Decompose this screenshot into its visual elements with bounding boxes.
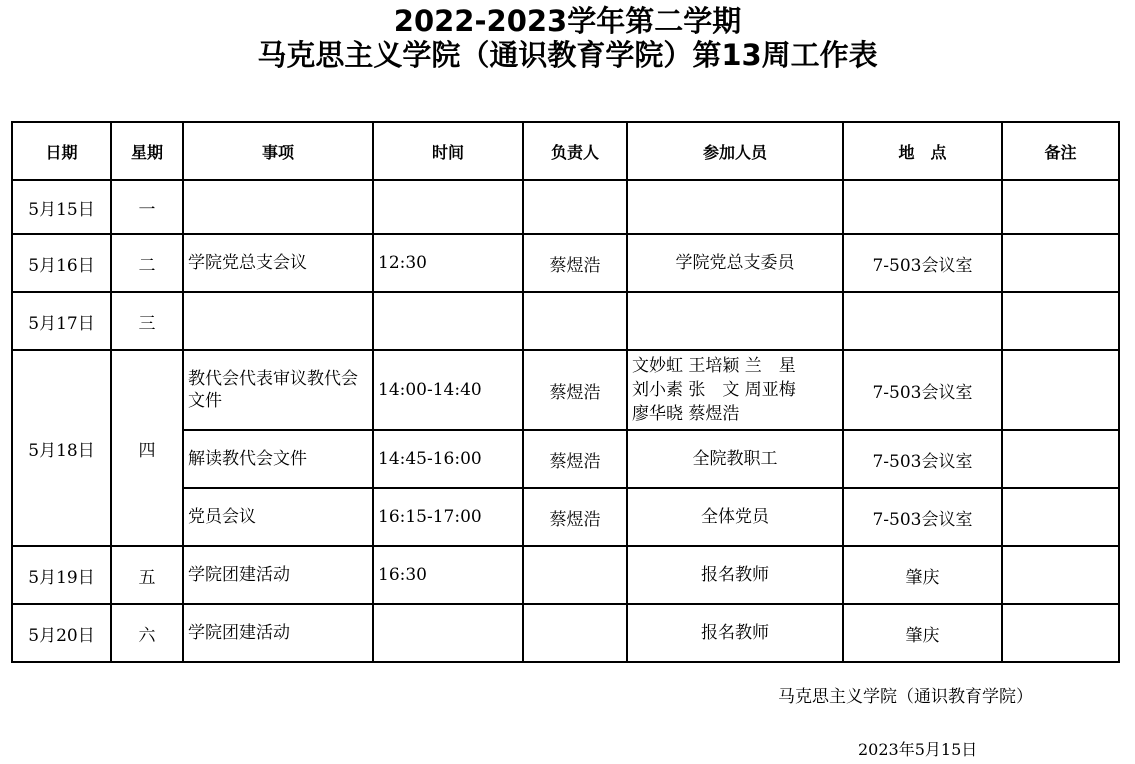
participant-line: 全院教职工 — [692, 449, 778, 469]
weekday-cell: 一 — [111, 180, 183, 234]
item-cell: 教代会代表审议教代会文件 — [183, 350, 373, 430]
location-cell: 7-503会议室 — [843, 430, 1002, 488]
weekday-cell: 二 — [111, 234, 183, 292]
remarks-cell — [1002, 430, 1119, 488]
time-cell: 14:45-16:00 — [373, 430, 523, 488]
item-cell: 解读教代会文件 — [183, 430, 373, 488]
location-cell — [843, 180, 1002, 234]
header-remarks: 备注 — [1002, 122, 1119, 180]
location-cell: 肇庆 — [843, 546, 1002, 604]
time-cell: 16:15-17:00 — [373, 488, 523, 546]
remarks-cell — [1002, 180, 1119, 234]
title-schedule-name: 马克思主义学院（通识教育学院）第13周工作表 — [257, 38, 878, 72]
time-cell — [373, 292, 523, 350]
remarks-cell — [1002, 604, 1119, 662]
time-cell: 12:30 — [373, 234, 523, 292]
participants-cell — [627, 180, 843, 234]
header-item: 事项 — [183, 122, 373, 180]
table-row — [12, 546, 1119, 604]
weekday-cell: 六 — [111, 604, 183, 662]
remarks-cell — [1002, 292, 1119, 350]
remarks-cell — [1002, 546, 1119, 604]
table-header-row — [12, 122, 1119, 180]
location-cell — [843, 292, 1002, 350]
participant-line: 全体党员 — [701, 507, 769, 527]
document-title — [0, 4, 1135, 72]
participants-cell — [627, 234, 843, 292]
lead-cell: 蔡煜浩 — [523, 234, 627, 292]
location-cell: 7-503会议室 — [843, 234, 1002, 292]
item-cell: 学院团建活动 — [183, 546, 373, 604]
weekly-schedule-table — [11, 121, 1120, 663]
table-body — [12, 180, 1119, 662]
date-cell: 5月15日 — [12, 180, 111, 234]
header-location: 地 点 — [843, 122, 1002, 180]
footer-organization: 马克思主义学院（通识教育学院） — [778, 687, 1033, 707]
date-cell: 5月20日 — [12, 604, 111, 662]
participant-line: 刘小素 张 文 周亚梅 — [632, 380, 796, 400]
item-cell: 学院团建活动 — [183, 604, 373, 662]
weekday-cell: 四 — [111, 350, 183, 546]
participant-line: 报名教师 — [701, 565, 769, 585]
lead-cell — [523, 604, 627, 662]
location-cell: 肇庆 — [843, 604, 1002, 662]
date-cell: 5月18日 — [12, 350, 111, 546]
remarks-cell — [1002, 234, 1119, 292]
time-cell — [373, 180, 523, 234]
lead-cell — [523, 546, 627, 604]
table-row — [12, 350, 1119, 430]
participant-line: 文妙虹 王培颖 兰 星 — [632, 356, 796, 376]
header-lead: 负责人 — [523, 122, 627, 180]
title-semester: 2022-2023学年第二学期 — [393, 4, 742, 38]
location-cell: 7-503会议室 — [843, 488, 1002, 546]
table-row — [12, 234, 1119, 292]
lead-cell: 蔡煜浩 — [523, 350, 627, 430]
participant-line: 报名教师 — [701, 623, 769, 643]
remarks-cell — [1002, 350, 1119, 430]
participants-cell — [627, 430, 843, 488]
participants-cell — [627, 292, 843, 350]
header-date: 日期 — [12, 122, 111, 180]
weekday-cell: 五 — [111, 546, 183, 604]
time-cell — [373, 604, 523, 662]
table-row — [12, 604, 1119, 662]
footer-date: 2023年5月15日 — [858, 740, 978, 759]
participant-line: 学院党总支委员 — [675, 253, 795, 273]
participant-line: 廖华晓 蔡煜浩 — [632, 404, 740, 424]
weekday-cell: 三 — [111, 292, 183, 350]
participants-cell — [627, 488, 843, 546]
item-cell — [183, 180, 373, 234]
header-weekday: 星期 — [111, 122, 183, 180]
item-cell — [183, 292, 373, 350]
lead-cell — [523, 292, 627, 350]
table-row — [12, 180, 1119, 234]
header-participants: 参加人员 — [627, 122, 843, 180]
header-time: 时间 — [373, 122, 523, 180]
table-row — [12, 292, 1119, 350]
lead-cell: 蔡煜浩 — [523, 488, 627, 546]
date-cell: 5月16日 — [12, 234, 111, 292]
time-cell: 16:30 — [373, 546, 523, 604]
item-cell: 学院党总支会议 — [183, 234, 373, 292]
lead-cell — [523, 180, 627, 234]
remarks-cell — [1002, 488, 1119, 546]
participants-cell — [627, 604, 843, 662]
location-cell: 7-503会议室 — [843, 350, 1002, 430]
lead-cell: 蔡煜浩 — [523, 430, 627, 488]
time-cell: 14:00-14:40 — [373, 350, 523, 430]
date-cell: 5月17日 — [12, 292, 111, 350]
participants-cell — [627, 350, 843, 430]
item-cell: 党员会议 — [183, 488, 373, 546]
date-cell: 5月19日 — [12, 546, 111, 604]
participants-cell — [627, 546, 843, 604]
